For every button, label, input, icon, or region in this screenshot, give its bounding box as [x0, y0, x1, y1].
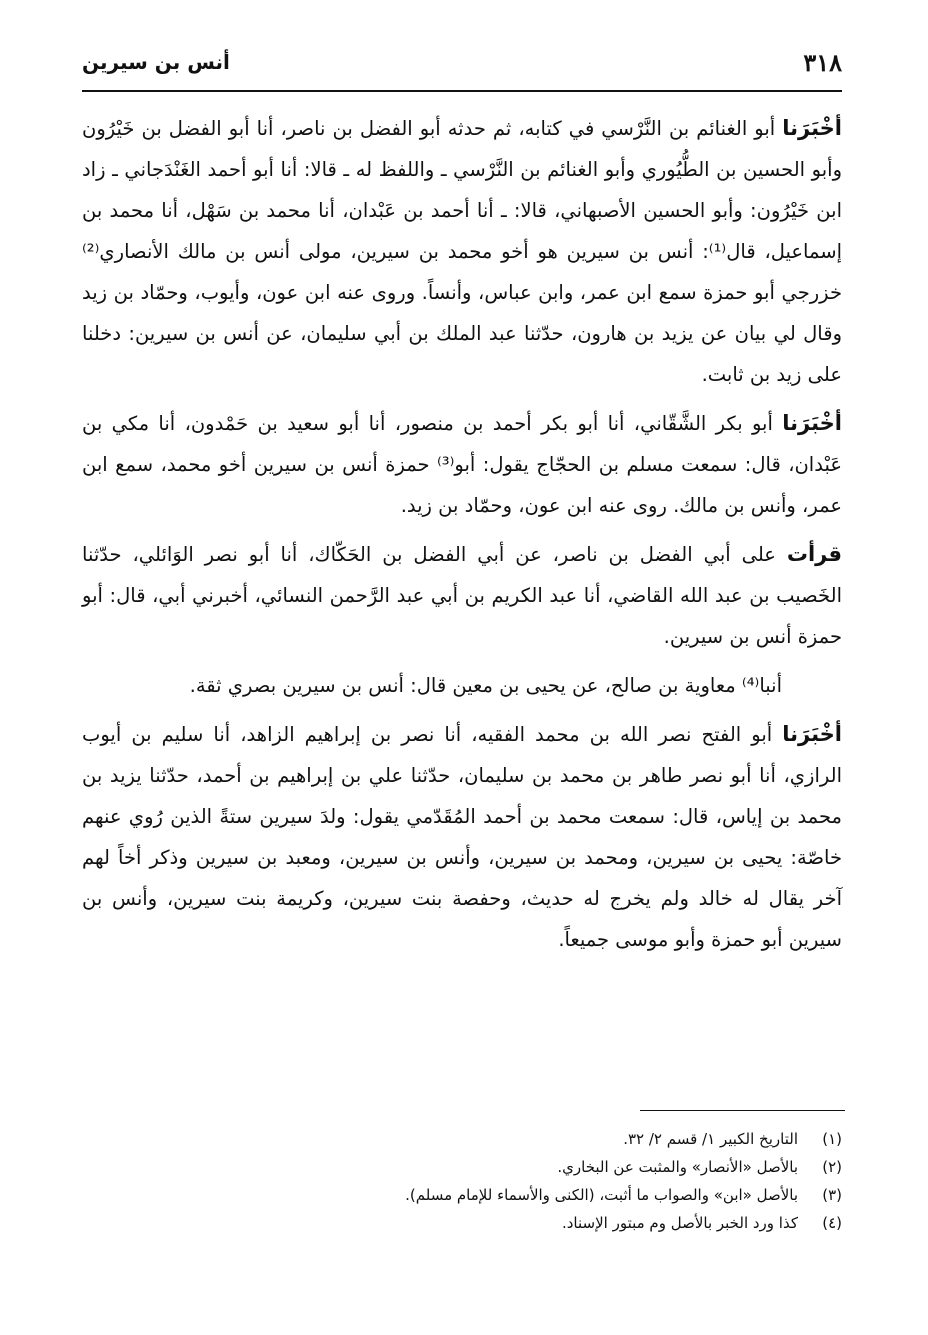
- footnote-1: [82, 1125, 842, 1153]
- paragraph-5: [82, 714, 842, 960]
- paragraph-text: على أبي الفضل بن ناصر، عن أبي الفضل بن الحَكّاك، أنا أبو نصر الوَائلي، حدّثنا الخَصيب بن عبد الله القاضي، أنا عبد الكريم بن أبي عبد الرَّحمن النسائي، أخبرني أبي، قال: أبو حمزة أنس بن سيرين.: [82, 543, 842, 648]
- footnote-text: التاريخ الكبير ١/ قسم ٢/ ٣٢.: [623, 1130, 798, 1148]
- paragraph-lead: أخْبَرَنا: [782, 411, 842, 435]
- header-rule: [82, 90, 842, 92]
- footnote-rule: [640, 1110, 845, 1111]
- paragraph-text: أبو الفتح نصر الله بن محمد الفقيه، أنا نصر بن إبراهيم الزاهد، أنا سليم بن أيوب الرازي، أنا أبو نصر طاهر بن محمد بن سليمان، حدّثنا علي بن إبراهيم بن أحمد، حدّثنا يزيد بن محمد بن إياس، قال: سمعت محمد بن أحمد المُقَدّمي يقول: ولدَ سيرين ستةً الذين رُوي عنهم خاصّة: يحيى بن سيرين، ومحمد بن سيرين، وأنس بن سيرين، ومعبد بن سيرين وذكر أخاً لهم آخر يقال له خالد ولم يخرج له حديث، وحفصة بنت سيرين، وكريمة بنت سيرين، وأنس بن سيرين أبو حمزة وأبو موسى جميعاً.: [82, 723, 842, 951]
- footnote-number: (١): [822, 1130, 842, 1148]
- footnote-2: [82, 1153, 842, 1181]
- footnote-text: بالأصل «الأنصار» والمثبت عن البخاري.: [557, 1158, 798, 1176]
- paragraph-3: [82, 534, 842, 657]
- paragraph-2: [82, 403, 842, 526]
- paragraph-text: أبو بكر الشَّقّاني، أنا أبو بكر أحمد بن منصور، أنا أبو سعيد بن حَمْدون، أنا مكي بن عَبْدان، قال: سمعت مسلم بن الحجّاج يقول: أبو⁽³⁾ حمزة أنس بن سيرين أخو محمد، سمع ابن عمر، وأنس بن مالك. روى عنه ابن عون، وحمّاد بن زيد.: [82, 412, 842, 517]
- footnote-3: [82, 1181, 842, 1209]
- footnote-number: (٤): [822, 1214, 842, 1232]
- paragraph-lead: قرأت: [786, 542, 842, 566]
- running-title: أنس بن سيرين: [82, 50, 230, 74]
- footnote-text: بالأصل «ابن» والصواب ما أثبت، (الكنى والأسماء للإمام مسلم).: [405, 1186, 798, 1204]
- paragraph-1: [82, 108, 842, 395]
- paragraph-text: أنبا⁽⁴⁾ معاوية بن صالح، عن يحيى بن معين قال: أنس بن سيرين بصري ثقة.: [189, 674, 782, 697]
- page-header: [82, 48, 842, 90]
- paragraph-text: أبو الغنائم بن النَّرْسي في كتابه، ثم حدثه أبو الفضل بن ناصر، أنا أبو الفضل بن خَيْرُون وأبو الحسين بن الطُّيُوري وأبو الغنائم بن النَّرْسي ـ واللفظ له ـ قالا: أنا أبو أحمد الغَنْدَجاني ـ زاد ابن خَيْرُون: وأبو الحسين الأصبهاني، قالا: ـ أنا أحمد بن عَبْدان، أنا محمد بن سَهْل، أنا محمد بن إسماعيل، قال⁽¹⁾: أنس بن سيرين هو أخو محمد بن سيرين، مولى أنس بن مالك الأنصاري⁽²⁾ خزرجي أبو حمزة سمع ابن عمر، وابن عباس، وأنساً. وروى عنه ابن عون، وأيوب، وحمّاد بن زيد وقال لي بيان عن يزيد بن هارون، حدّثنا عبد الملك بن أبي سليمان، عن أنس بن سيرين: دخلنا على زيد بن ثابت.: [82, 117, 842, 386]
- paragraph-lead: أخْبَرَنا: [782, 116, 842, 140]
- footnote-4: [82, 1209, 842, 1237]
- footnote-number: (٣): [822, 1186, 842, 1204]
- paragraph-4: [82, 665, 842, 706]
- paragraph-lead: أخْبَرَنا: [782, 722, 842, 746]
- page-number: ٣١٨: [803, 48, 842, 77]
- footnote-text: كذا ورد الخبر بالأصل وم مبتور الإسناد.: [561, 1214, 798, 1232]
- main-text: [82, 108, 842, 968]
- footnote-number: (٢): [822, 1158, 842, 1176]
- footnotes: [82, 1125, 842, 1237]
